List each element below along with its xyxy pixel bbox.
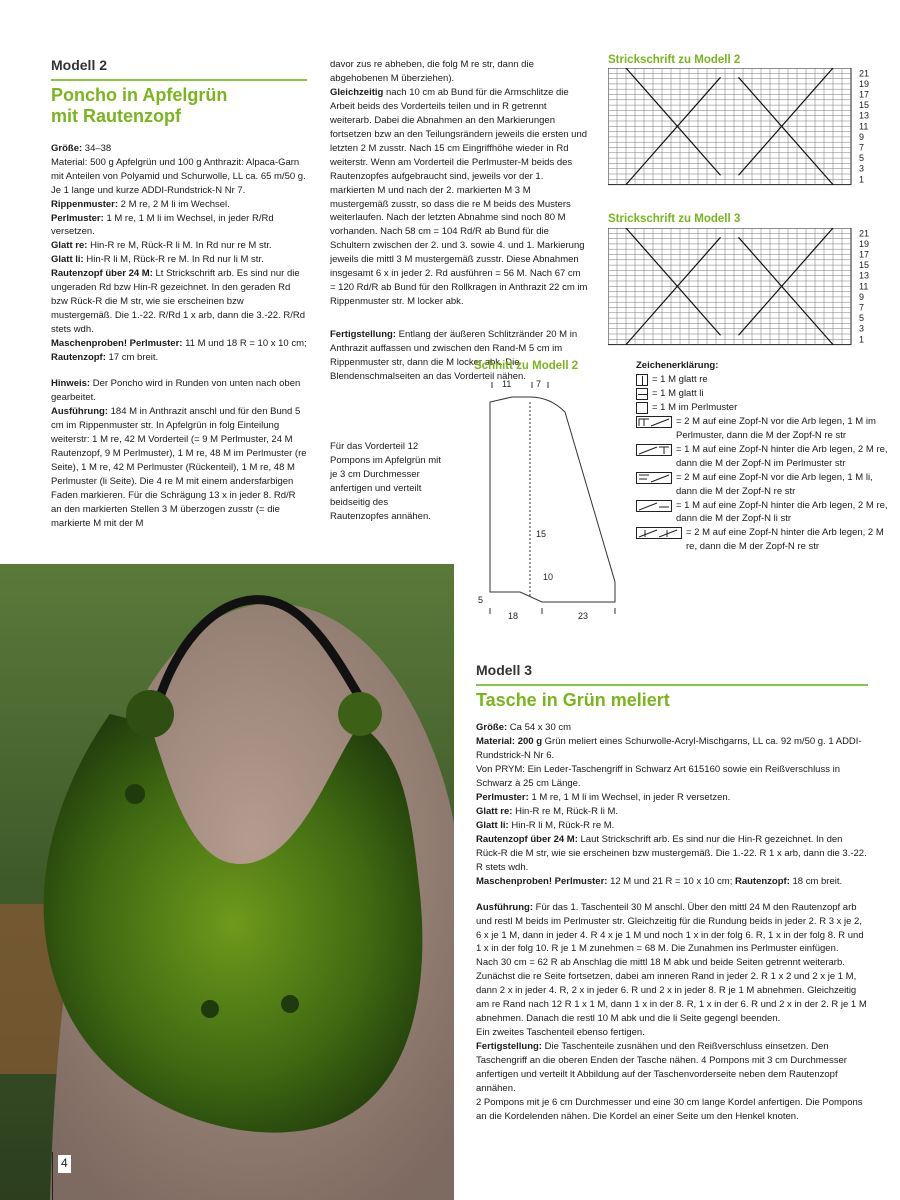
model3-perlmuster: Perlmuster: 1 M re, 1 M li im Wechsel, in jeder R versetzen.	[476, 791, 731, 803]
knit-symbol-icon	[636, 374, 648, 386]
model3-fertigstellung: Fertigstellung: Die Taschenteile zusnähen und den Reißverschluss einsetzen. Den Taschengriff an die oberen Enden der Tasche nähen. 4 Pompons mit 3 cm Durchmesser anfertigen und verteilt lt Abbildung auf der Taschenvorderseite neben dem Rautenzopf annähen.	[476, 1041, 847, 1094]
chart-row-label: 9	[859, 291, 865, 302]
model2-rippenmuster: Rippenmuster: 2 M re, 2 M li im Wechsel.	[51, 198, 230, 210]
schnitt-label-10: 10	[543, 572, 554, 582]
cable-2-2-right-icon	[636, 527, 682, 539]
model2-ausfuehrung: Ausführung: 184 M in Anthrazit anschl und für den Bund 5 cm im Rippenmuster str. In Apfelgrün in folg Einteilung weiterstr: 1 M re, 42 M Vorderteil (= 9 M Perlmuster, 24 M Rautenzopf, 9 M Perlmuster), 1 M re, 48 M im Perlmuster (re Seite), 1 M re, 42 M Perlmuster (Rückenteil), 1 M re, 48 M Perlmuster (li Seite). Die 4 re M mit einem andersfarbigen Faden markieren. Für die Schrägung 13 x in jeder 8. Rd/R an den markierten Stellen 3 M überzogen zusstr (= die markierte M mit der M	[51, 405, 307, 529]
model2-maschenprobe: Maschenproben! Perlmuster: 11 M und 18 R = 10 x 10 cm; Rautenzopf: 17 cm breit.	[51, 338, 307, 364]
chart-row-label: 17	[859, 249, 870, 260]
cable-left-purl-icon	[636, 472, 672, 484]
chart-row-label: 13	[859, 270, 870, 281]
chart-row-label: 5	[859, 313, 865, 324]
chart-row-label: 7	[859, 142, 865, 153]
schnitt-label-18: 18	[508, 611, 519, 621]
chart3-title: Strickschrift zu Modell 3	[608, 213, 741, 225]
model2-size: Größe: 34–38	[51, 142, 112, 154]
chart-row-label: 11	[859, 121, 869, 132]
chart-row-label: 21	[859, 68, 870, 79]
model3-fertigstellung-2: 2 Pompons mit je 6 cm Durchmesser und eine 30 cm lange Kordel anfertigen. Die Pompons an die Kordelenden nähen. Die Kordel an einer Seite um den Henkel knoten.	[476, 1096, 863, 1122]
model3-label: Modell 3	[476, 662, 533, 678]
legend-item-perlmuster: = 1 M im Perlmuster	[636, 401, 894, 415]
schnitt-label-5: 5	[478, 595, 484, 605]
chart-row-label: 7	[859, 302, 865, 313]
model2-gleichzeitig: Gleichzeitig nach 10 cm ab Bund für die Armschlitze die Arbeit beids des Vorderteils teilen und in R getrennt weiterarb. Dabei die Abnahmen an den Markierungen fortsetzen bzw an den Teilungsrändern jeweils die ersten und letzten 2 M zusstr. Nach 15 cm Eingriffhöhe wieder in Rd weiterstr. Wenn am Vorderteil die Perlmuster-M beids des Rautenzopfes aufgebraucht sind, jeweils vor der 1. markierten M und nach der 2. markierten M 3 M mustergemäß zusstr, so dass die re M beids des Musters weiterlaufen. Nach der letzten Abnahme sind noch 80 M vorhanden. Nach 58 cm = 104 Rd/R ab Bund für die Schultern zwischen der 2. und 3. sowie 4. und 1. Markierung jeweils die mittl 3 M mustergemäß zusstr. Diese Abnahmen insgesamt 6 x in jeder 2. Rd ausführen = 56 M. Nach 67 cm = 120 Rd/R ab Bund für den Rollkragen in Anthrazit 22 cm im Rippenmuster str. M locker abk.	[330, 86, 588, 308]
model3-prym: Von PRYM: Ein Leder-Taschengriff in Schwarz Art 615160 sowie ein Reißverschluss in Schwarz à 25 cm Länge.	[476, 764, 840, 789]
model2-glatt-li: Glatt li: Hin-R li M, Rück-R re M. In Rd nur li M str.	[51, 254, 264, 266]
schnitt-label-11: 11	[502, 379, 512, 389]
chart-row-label: 11	[859, 281, 869, 292]
fertig-text-a: Entlang der äußeren Schlitzränder 20 M in Anthrazit auffassen und zwischen den Rand-M 5 cm im Rippenmuster str, dann die M locker abk. Die Blendenschmalseiten an das Vorderteil nähen.	[330, 329, 578, 382]
model3-rautenzopf: Rautenzopf über 24 M: Laut Strickschrift arb. Es sind nur die Hin-R gezeichnet. In den Rück-R die M str, wie sie erscheinen bzw mustergemäß. Die 1.-22. R 1 x arb, dann die 3.-22. R stets wdh.	[476, 833, 867, 873]
modell3-section	[476, 660, 868, 1124]
model3-ausfuehrung-3: Ein zweites Taschenteil ebenso fertigen.	[476, 1027, 645, 1039]
cable-right-purl-icon	[636, 500, 672, 512]
model2-title-line1: Poncho in Apfelgrün	[51, 84, 228, 105]
chart3-grid	[608, 228, 893, 348]
model3-glatt-li: Glatt li: Hin-R li M, Rück-R re M.	[476, 819, 615, 831]
schnitt-diagram	[470, 372, 630, 632]
legend-item-glatt-li: = 1 M glatt li	[636, 387, 894, 401]
bag-photo	[0, 564, 454, 1200]
legend-item-cable-2: = 1 M auf eine Zopf-N hinter die Arb legen, 2 M re, dann die M der Zopf-N im Perlmuster str	[636, 443, 894, 471]
model3-material: Material: 200 g Grün meliert eines Schurwolle-Acryl-Mischgarns, LL ca. 92 m/50 g. 1 ADDI-Rundstrick-N Nr 6.	[476, 736, 862, 762]
chart-row-label: 1	[859, 334, 865, 345]
chart-row-label: 5	[859, 153, 865, 164]
legend	[636, 359, 894, 554]
model2-hinweis: Hinweis: Der Poncho wird in Runden von unten nach oben gearbeitet.	[51, 378, 301, 403]
model2-perlmuster: Perlmuster: 1 M re, 1 M li im Wechsel, in jeder R/Rd versetzen.	[51, 212, 274, 238]
chart2-title: Strickschrift zu Modell 2	[608, 54, 741, 66]
model2-glatt-re: Glatt re: Hin-R re M, Rück-R li M. In Rd nur re M str.	[51, 240, 272, 252]
model2-rautenzopf: Rautenzopf über 24 M: Lt Strickschrift arb. Es sind nur die ungeraden Rd bzw Hin-R gezeichnet. In den geraden Rd bzw Rück-R die M str, wie sie erscheinen bzw mustergemäß. Die 1.-22. R/Rd 1 x arb, dann die 3.-22. R/Rd stets wdh.	[51, 268, 305, 336]
schnitt-label-7: 7	[536, 379, 542, 389]
legend-item-cable-3: = 2 M auf eine Zopf-N vor die Arb legen, 1 M li, dann die M der Zopf-N re str	[636, 471, 894, 499]
chart-row-label: 17	[859, 89, 870, 100]
model3-ausfuehrung-2: Nach 30 cm = 62 R ab Anschlag die mittl 18 M abk und beide Seiten getrennt weiterarb. Zunächst die re Seite fortsetzen, dabei am inneren Rand in jeder 2. R 1 x 2 und 2 x je 1 M, dann 2 x in jeder 4. R, 2 x in jeder 6. R und 2 x in jeder 8. R je 1 M abnehmen. Gleichzeitig am re Rand nach 12 R 1 x 1 M, dann 1 x in der 8. R, 1 x in der 6. R und 2 x in der 2. R je 1 M abnehmen. Danach die restl 10 M abk und die li Seite gegengl beenden.	[476, 957, 867, 1025]
fertig-label: Fertigstellung:	[330, 329, 396, 340]
legend-item-cable-5: = 2 M auf eine Zopf-N hinter die Arb legen, 2 M re, dann die M der Zopf-N re str	[636, 526, 894, 554]
cable-right-seed-icon	[636, 444, 672, 456]
modell2-column-2	[330, 58, 588, 309]
legend-item-cable-4: = 1 M auf eine Zopf-N hinter die Arb legen, 2 M re, dann die M der Zopf-N li str	[636, 499, 894, 527]
model2-col2-continued: davor zus re abheben, die folg M re str, dann die abgehobenen M überziehen).	[330, 59, 534, 84]
chart-row-label: 15	[859, 260, 870, 271]
model3-glatt-re: Glatt re: Hin-R re M, Rück-R li M.	[476, 805, 618, 817]
page-number: 4	[58, 1155, 71, 1173]
chart-row-label: 19	[859, 238, 870, 249]
schnitt-label-15: 15	[536, 529, 547, 539]
schnitt-title: Schnitt zu Modell 2	[474, 360, 579, 372]
page-number-rule	[52, 1152, 53, 1200]
model3-maschenprobe: Maschenproben! Perlmuster: 12 M und 21 R = 10 x 10 cm; Rautenzopf: 18 cm breit.	[476, 875, 843, 887]
chart-row-label: 3	[859, 163, 865, 174]
chart-row-label: 9	[859, 131, 865, 142]
model2-pompons: Für das Vorderteil 12 Pompons im Apfelgrün mit je 3 cm Durchmesser anfertigen und verteilt beidseitig des Rautenzopfes annähen.	[330, 441, 441, 522]
chart2-grid	[608, 68, 893, 188]
chart-row-label: 13	[859, 110, 870, 121]
chart-row-label: 19	[859, 78, 870, 89]
chart-row-label: 21	[859, 228, 870, 239]
chart-row-label: 15	[859, 100, 870, 111]
legend-item-cable-1: = 2 M auf eine Zopf-N vor die Arb legen, 1 M im Perlmuster, dann die M der Zopf-N re str	[636, 415, 894, 443]
legend-title: Zeichenerklärung:	[636, 360, 719, 371]
model3-title: Tasche in Grün meliert	[476, 689, 670, 710]
model3-divider	[476, 684, 868, 686]
model2-label: Modell 2	[51, 57, 108, 73]
chart-row-label: 3	[859, 323, 865, 334]
model2-divider	[51, 79, 307, 81]
legend-item-glatt-re: = 1 M glatt re	[636, 373, 894, 387]
modell2-column-1	[51, 55, 307, 531]
model3-ausfuehrung: Ausführung: Für das 1. Taschenteil 30 M anschl. Über den mittl 24 M den Rautenzopf arb und restl M beids im Perlmuster str. Gleichzeitig für die Rundung beids in jeder 2. R 3 x je 2, 6 x je 1 M, dann in jeder 4. R 4 x je 1 M und noch 1 x in der folg 6. R, 1 x in der folg 8. R und 1 x in der folg 10. R je 1 M zunehmen = 68 M. Die Zunahmen ins Perlmuster einfügen.	[476, 901, 864, 955]
model2-material: Material: 500 g Apfelgrün und 100 g Anthrazit: Alpaca-Garn mit Anteilen von Polyamid und Schurwolle, LL ca. 65 m/50 g. Je 1 lange und kurze ADDI-Rundstrick-N Nr 7.	[51, 156, 306, 196]
chart-row-label: 1	[859, 174, 865, 185]
seed-symbol-icon	[636, 402, 648, 414]
purl-symbol-icon	[636, 388, 648, 400]
cable-left-seed-icon	[636, 416, 672, 428]
model2-title-line2: mit Rautenzopf	[51, 106, 181, 127]
schnitt-label-23: 23	[578, 611, 589, 621]
model3-size: Größe: Ca 54 x 30 cm	[476, 722, 572, 734]
